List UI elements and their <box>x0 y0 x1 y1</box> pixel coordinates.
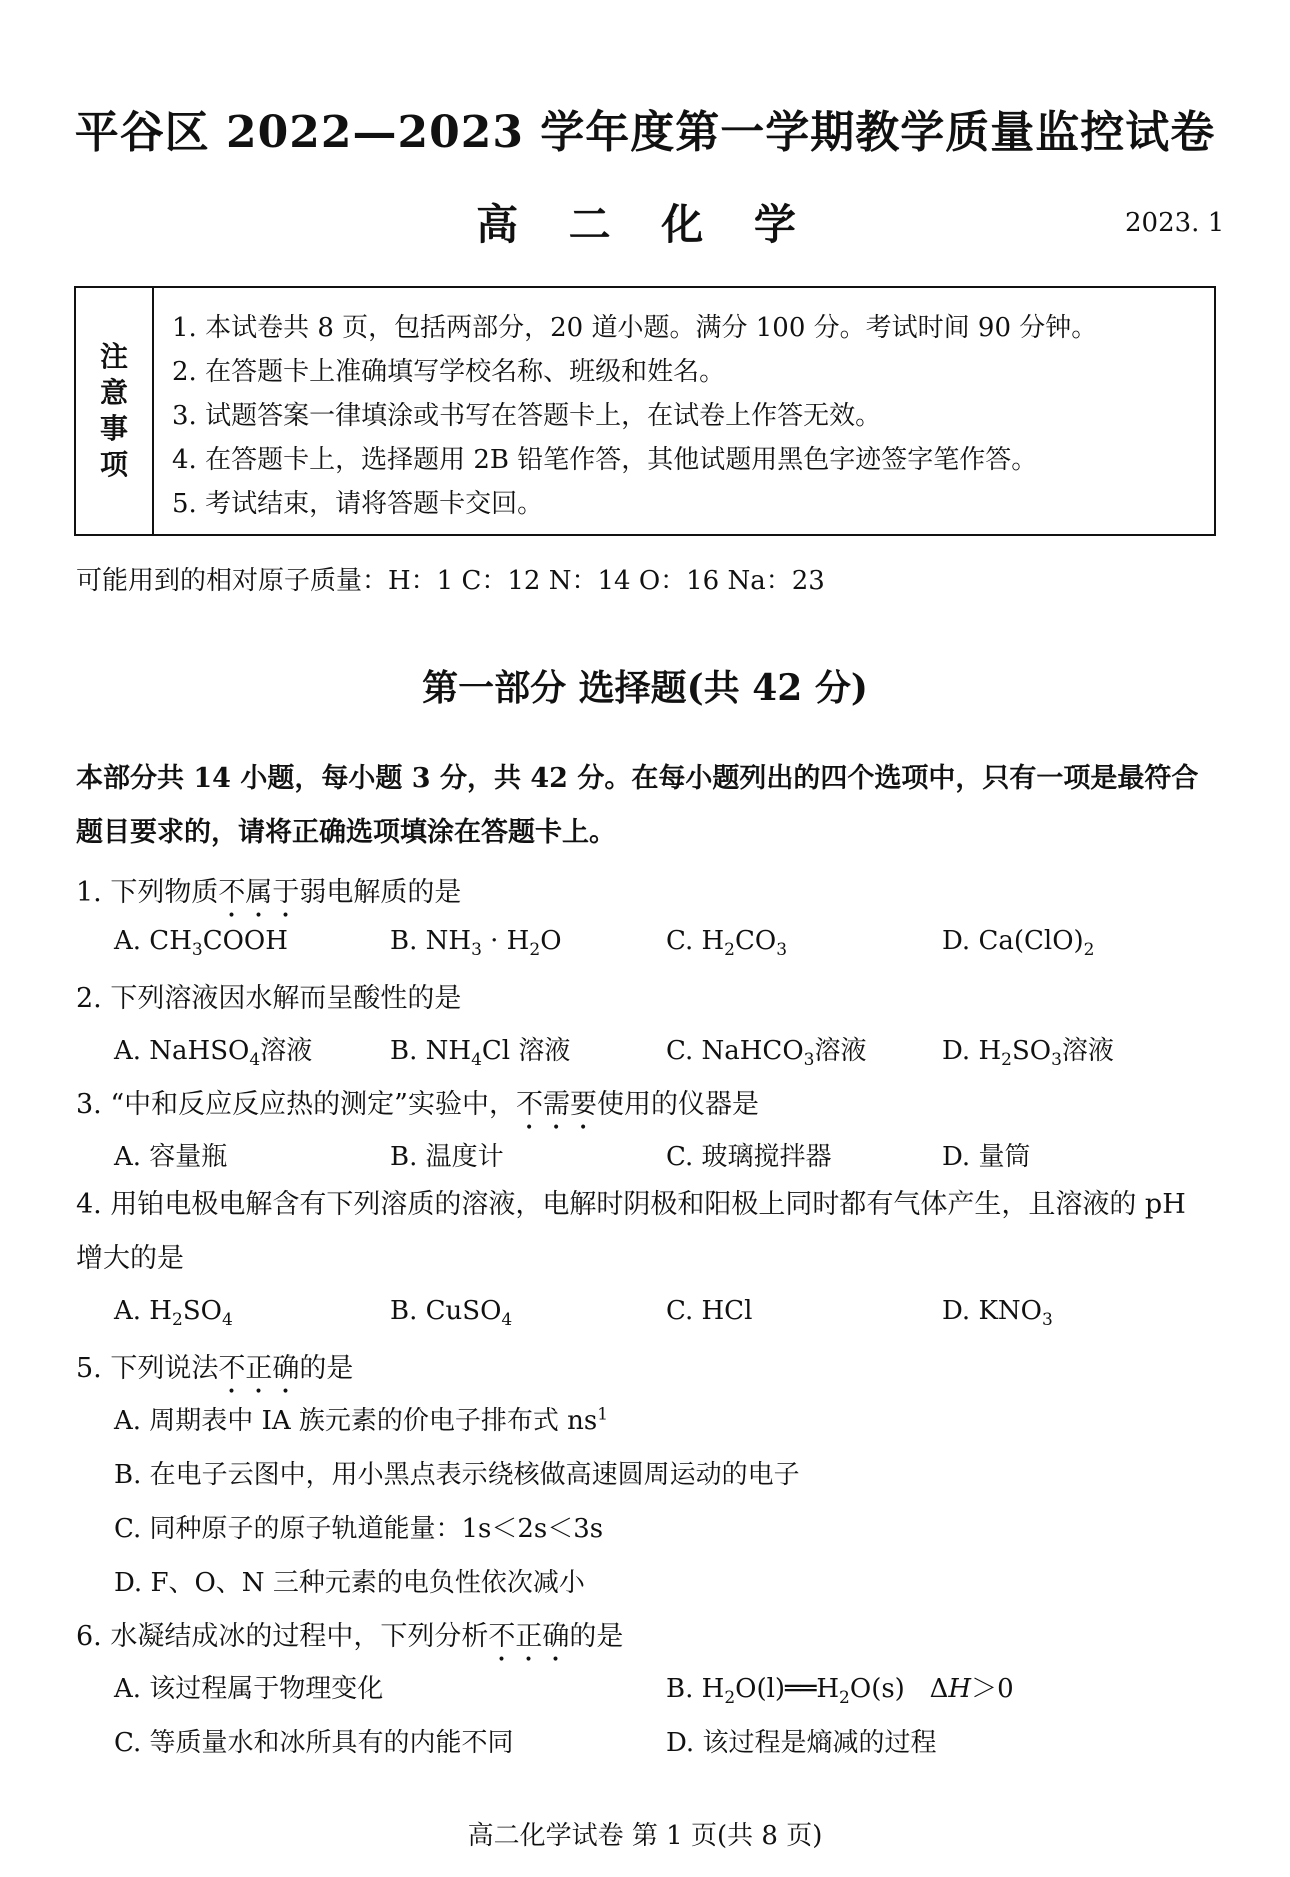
q6-option-d: D. 该过程是熵减的过程 <box>666 1728 937 1758</box>
notice-label-char: 注 <box>99 340 128 373</box>
q4-option-c: C. HCl <box>666 1296 753 1326</box>
q5-option-b: B. 在电子云图中，用小黑点表示绕核做高速圆周运动的电子 <box>114 1460 800 1490</box>
q1-option-d: D. $Ca(ClO)_2$ <box>942 926 1095 961</box>
exam-title: 平谷区 2022—2023 学年度第一学期教学质量监控试卷 <box>74 107 1216 158</box>
q4-option-b: B. CuSO$_4$ <box>390 1296 513 1331</box>
question-2-stem: 2. 下列溶液因水解而呈酸性的是 <box>76 983 462 1014</box>
q1-option-c: C. $H_2CO_3$ <box>666 926 788 961</box>
q5-option-c: C. 同种原子的原子轨道能量：1s＜2s＜3s <box>114 1514 604 1544</box>
part1-instruction: 本部分共 14 小题，每小题 3 分，共 42 分。在每小题列出的四个选项中，只有一项是最符合题目要求的，请将正确选项填涂在答题卡上。 <box>76 763 1199 848</box>
notice-label-char: 意 <box>99 376 128 409</box>
subject-title: 高 二 化 学 <box>476 200 814 249</box>
notice-item: 3. 试题答案一律填涂或书写在答题卡上，在试卷上作答无效。 <box>172 401 882 431</box>
q1-option-b: B. $NH_3 \cdot H_2O$ <box>390 926 562 961</box>
notice-item: 4. 在答题卡上，选择题用 2B 铅笔作答，其他试题用黑色字迹签字笔作答。 <box>172 445 1038 475</box>
q5-option-d: D. F、O、N 三种元素的电负性依次减小 <box>114 1568 585 1598</box>
q2-option-b: B. $NH_4Cl$ 溶液 <box>390 1036 571 1071</box>
question-4-stem: 4. 用铂电极电解含有下列溶质的溶液，电解时阴极和阳极上同时都有气体产生，且溶液的 pH 增大的是 <box>76 1189 1186 1274</box>
q6-option-b: B. $H_2O(l)══H_2O(s)$ ΔH＞0 <box>666 1674 1014 1709</box>
q3-option-c: C. 玻璃搅拌器 <box>666 1142 832 1172</box>
notice-item: 2. 在答题卡上准确填写学校名称、班级和姓名。 <box>172 357 726 387</box>
part1-title: 第一部分 选择题(共 42 分) <box>422 667 868 709</box>
atomic-mass-line: 可能用到的相对原子质量：H：1 C：12 N：14 O：16 Na：23 <box>76 566 825 596</box>
q2-option-c: C. NaHCO$_3$溶液 <box>666 1036 867 1071</box>
q3-option-d: D. 量筒 <box>942 1142 1031 1172</box>
q3-option-a: A. 容量瓶 <box>114 1142 228 1172</box>
q5-option-a: A. 周期表中 IA 族元素的价电子排布式 $ns^1$ <box>114 1404 609 1436</box>
q1-option-a: A. $CH_3COOH$ <box>114 926 288 961</box>
q4-option-d: D. $KNO_3$ <box>942 1296 1053 1331</box>
question-6-stem: 6. 水凝结成冰的过程中，下列分析不正确的是 <box>76 1621 624 1652</box>
notice-box <box>74 286 1216 536</box>
q4-option-a: A. $H_2SO_4$ <box>114 1296 233 1331</box>
q2-option-a: A. NaHSO$_4$溶液 <box>114 1036 313 1071</box>
exam-date: 2023. 1 <box>1125 208 1225 238</box>
question-1-stem: 1. 下列物质不属于弱电解质的是 <box>76 877 462 908</box>
notice-items <box>172 306 1202 526</box>
page-footer: 高二化学试卷 第 1 页(共 8 页) <box>467 1821 823 1851</box>
notice-label-char: 项 <box>99 448 128 481</box>
notice-item: 1. 本试卷共 8 页，包括两部分，20 道小题。满分 100 分。考试时间 90 分钟。 <box>172 313 1098 343</box>
q6-option-c: C. 等质量水和冰所具有的内能不同 <box>114 1728 514 1758</box>
q3-option-b: B. 温度计 <box>390 1142 504 1172</box>
question-3-stem: 3. “中和反应反应热的测定”实验中，不需要使用的仪器是 <box>76 1089 759 1120</box>
notice-label-char: 事 <box>99 412 128 445</box>
q6-option-a: A. 该过程属于物理变化 <box>114 1674 384 1704</box>
notice-item: 5. 考试结束，请将答题卡交回。 <box>172 489 544 519</box>
question-5-stem: 5. 下列说法不正确的是 <box>76 1353 354 1384</box>
notice-label <box>76 288 154 534</box>
q2-option-d: D. $H_2SO_3$溶液 <box>942 1036 1114 1071</box>
